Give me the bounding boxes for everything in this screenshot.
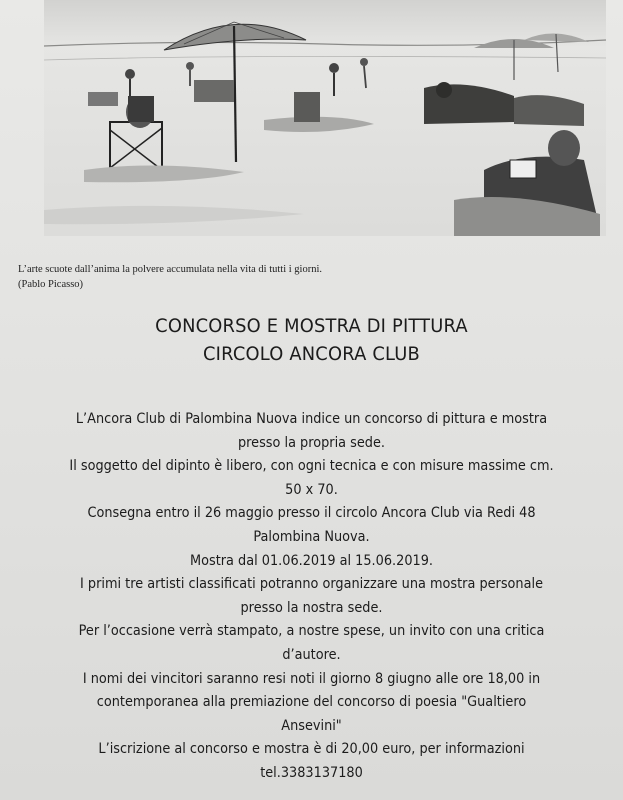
- body-line: L’iscrizione al concorso e mostra è di 20,00 euro, per informazioni: [98, 741, 525, 758]
- body-line: presso la nostra sede.: [240, 599, 383, 616]
- beach-sketch-illustration: [44, 0, 606, 236]
- picasso-quote: [18, 262, 608, 292]
- quote-author: (Pablo Picasso): [18, 279, 84, 290]
- body-line: d’autore.: [282, 646, 341, 663]
- body-line: Mostra dal 01.06.2019 al 15.06.2019.: [189, 552, 434, 569]
- body-line: Consegna entro il 26 maggio presso il circolo Ancora Club via Redi 48: [87, 505, 536, 522]
- body-line: presso la propria sede.: [237, 434, 385, 451]
- body-line: Palombina Nuova.: [253, 528, 370, 545]
- body-line: 50 x 70.: [285, 481, 338, 498]
- title-line-2: CIRCOLO ANCORA CLUB: [203, 343, 420, 365]
- body-line: contemporanea alla premiazione del concorso di poesia "Gualtiero: [96, 694, 527, 711]
- body-line: Per l’occasione verrà stampato, a nostre spese, un invito con una critica: [78, 623, 545, 640]
- body-line: I primi tre artisti classificati potranno organizzare una mostra personale: [80, 576, 543, 593]
- body-line: L’Ancora Club di Palombina Nuova indice un concorso di pittura e mostra: [75, 411, 548, 427]
- quote-text: L’arte scuote dall’anima la polvere accumulata nella vita di tutti i giorni.: [18, 264, 323, 275]
- page-title: [19, 312, 605, 368]
- phone-number: tel.3383137180: [260, 764, 363, 781]
- body-line: I nomi dei vincitori saranno resi noti il giorno 8 giugno alle ore 18,00 in: [82, 670, 541, 687]
- body-line: Ansevini": [281, 717, 342, 734]
- announcement-body: [0, 408, 623, 786]
- title-line-1: CONCORSO E MOSTRA DI PITTURA: [155, 315, 468, 337]
- body-line: Il soggetto del dipinto è libero, con ogni tecnica e con misure massime cm.: [69, 458, 554, 475]
